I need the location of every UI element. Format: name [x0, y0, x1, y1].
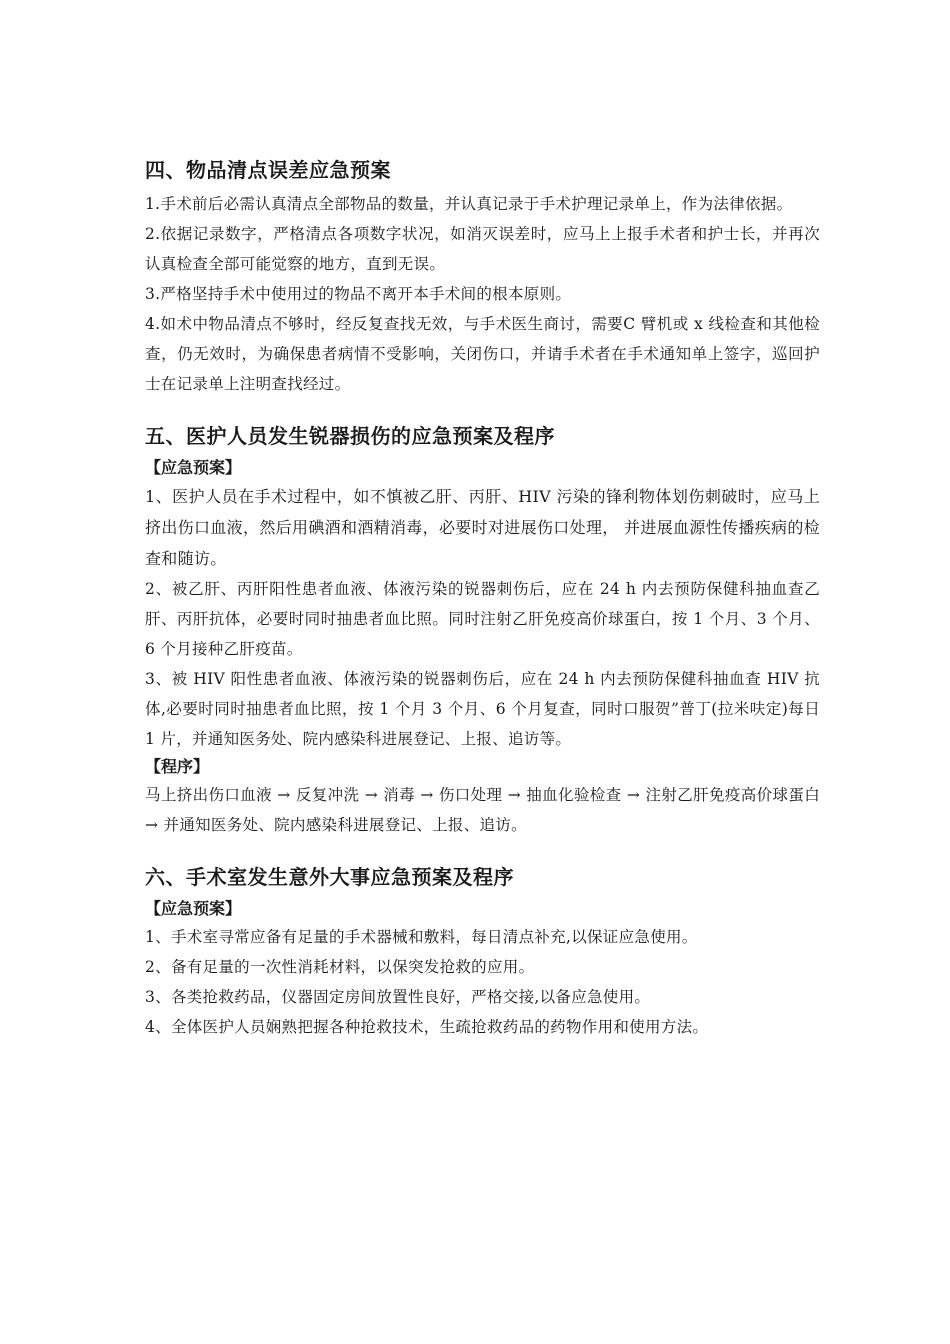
section-5-plan-item-2: 2、被乙肝、丙肝阳性患者血液、体液污染的锐器刺伤后，应在 24 h 内去预防保健科抽血查乙肝、丙肝抗体，必要时同时抽患者血比照。同时注射乙肝免疫高价球蛋白，按 1 个月、3 个月、6 个月接种乙肝疫苗。 [145, 580, 820, 658]
section-4-item-3: 3.严格坚持手术中使用过的物品不离开本手术间的根本原则。 [145, 285, 572, 303]
section-5-procedure-text: 马上挤出伤口血液 → 反复冲洗 → 消毒 → 伤口处理 → 抽血化验检查 → 注射乙肝免疫高价球蛋白 → 并通知医务处、院内感染科进展登记、上报、追访。 [145, 786, 820, 834]
section-4-item-2: 2.依据记录数字，严格清点各项数字状况，如消灭误差时，应马上上报手术者和护士长，并再次认真检查全部可能觉察的地方，直到无误。 [145, 225, 820, 273]
section-6-plan-item-4: 4、全体医护人员娴熟把握各种抢救技术，生疏抢救药品的药物作用和使用方法。 [145, 1018, 709, 1036]
document-page [145, 155, 820, 1042]
section-4-item-1: 1.手术前后必需认真清点全部物品的数量，并认真记录于手术护理记录单上，作为法律依据。 [145, 195, 793, 213]
section-5-plan-item-3: 3、被 HIV 阳性患者血液、体液污染的锐器刺伤后，应在 24 h 内去预防保健科抽血查 HIV 抗体,必要时同时抽患者血比照，按 1 个月 3 个月、6 个月复查，同时口服贺”普丁(拉米呋定)每日 1 片，并通知医务处、院内感染科进展登记、上报、追访等。 [145, 670, 820, 748]
section-6-plan-item-2: 2、备有足量的一次性消耗材料，以保突发抢救的应用。 [145, 958, 535, 976]
section-4-item-4: 4.如术中物品清点不够时，经反复查找无效，与手术医生商讨，需要C 臂机或 x 线检查和其他检查，仍无效时，为确保患者病情不受影响，关闭伤口，并请手术者在手术通知单上签字，巡回护士在记录单上注明查找经过。 [145, 315, 820, 393]
section-6-plan-item-3: 3、各类抢救药品，仪器固定房间放置性良好，严格交接,以备应急使用。 [145, 988, 651, 1006]
section-6-title: 六、手术室发生意外大事应急预案及程序 [145, 865, 514, 889]
section-6-plan-item-1: 1、手术室寻常应备有足量的手术器械和敷料，每日清点补充,以保证应急使用。 [145, 928, 698, 946]
section-5-procedure-label: 【程序】 [145, 757, 210, 776]
section-5-title: 五、医护人员发生锐器损伤的应急预案及程序 [145, 424, 555, 448]
section-5-plan-item-1: 1、医护人员在手术过程中，如不慎被乙肝、丙肝、HIV 污染的锋利物体划伤刺破时，应马上挤出伤口血液，然后用碘酒和酒精消毒，必要时对进展伤口处理， 并进展血源性传播疾病的检查和随访。 [145, 487, 820, 568]
section-5-plan-label: 【应急预案】 [145, 458, 242, 477]
section-4-title: 四、物品清点误差应急预案 [145, 158, 391, 182]
section-6-plan-label: 【应急预案】 [145, 899, 242, 918]
